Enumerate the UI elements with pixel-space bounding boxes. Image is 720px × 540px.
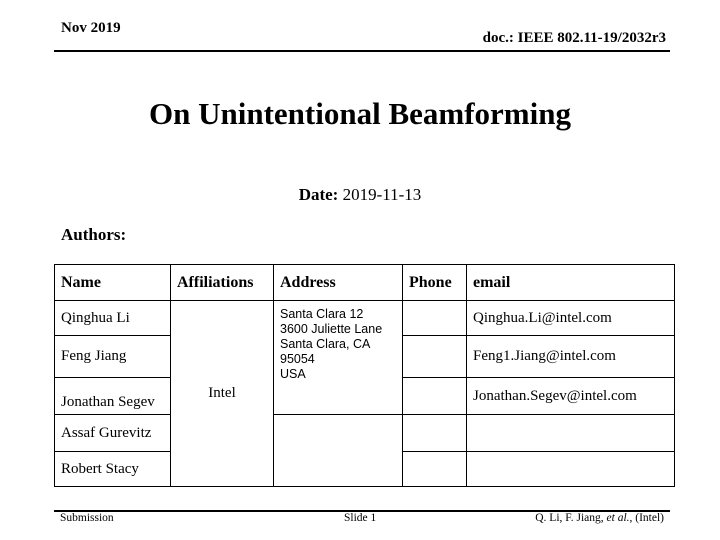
footer-et-al: et al. [606,512,630,524]
address-line: 3600 Juliette Lane [280,322,383,336]
address-line: Santa Clara, CA [280,337,371,351]
date-value: 2019-11-13 [342,185,422,204]
header-name: Name [55,265,171,301]
email-cell [467,415,675,452]
footer-submission: Submission [60,512,114,524]
footer-slide-number: Slide 1 [344,512,377,524]
phone-cell [403,378,467,415]
author-name: Jonathan Segev [55,378,171,415]
header-email: email [467,265,675,301]
header-phone: Phone [403,265,467,301]
address-line: 95054 [280,352,315,366]
authors-label: Authors: [61,225,127,244]
authors-table [54,264,675,487]
email-cell: Feng1.Jiang@intel.com [467,336,675,378]
phone-cell [403,415,467,452]
footer-authors-names: Q. Li, F. Jiang, [535,512,607,524]
header-address: Address [274,265,403,301]
footer-authors [535,512,664,524]
address-cell [274,301,403,415]
author-name: Assaf Gurevitz [55,415,171,452]
email-cell: Qinghua.Li@intel.com [467,301,675,336]
header-affiliations: Affiliations [171,265,274,301]
address-line: USA [280,367,306,381]
phone-cell [403,336,467,378]
address-cell-empty [274,415,403,487]
email-cell: Jonathan.Segev@intel.com [467,378,675,415]
address-line: Santa Clara 12 [280,307,364,321]
phone-cell [403,301,467,336]
phone-cell [403,452,467,487]
header-divider [54,50,670,52]
header-doc-id: doc.: IEEE 802.11-19/2032r3 [482,30,666,46]
author-name: Robert Stacy [55,452,171,487]
slide-title: On Unintentional Beamforming [149,96,571,131]
email-cell [467,452,675,487]
header-date: Nov 2019 [61,20,121,36]
date-label: Date: [298,185,339,204]
affiliation-cell: Intel [171,301,274,487]
footer-affiliation: , (Intel) [629,512,664,524]
author-name: Qinghua Li [55,301,171,336]
date-line [0,185,720,205]
author-name: Feng Jiang [55,336,171,378]
